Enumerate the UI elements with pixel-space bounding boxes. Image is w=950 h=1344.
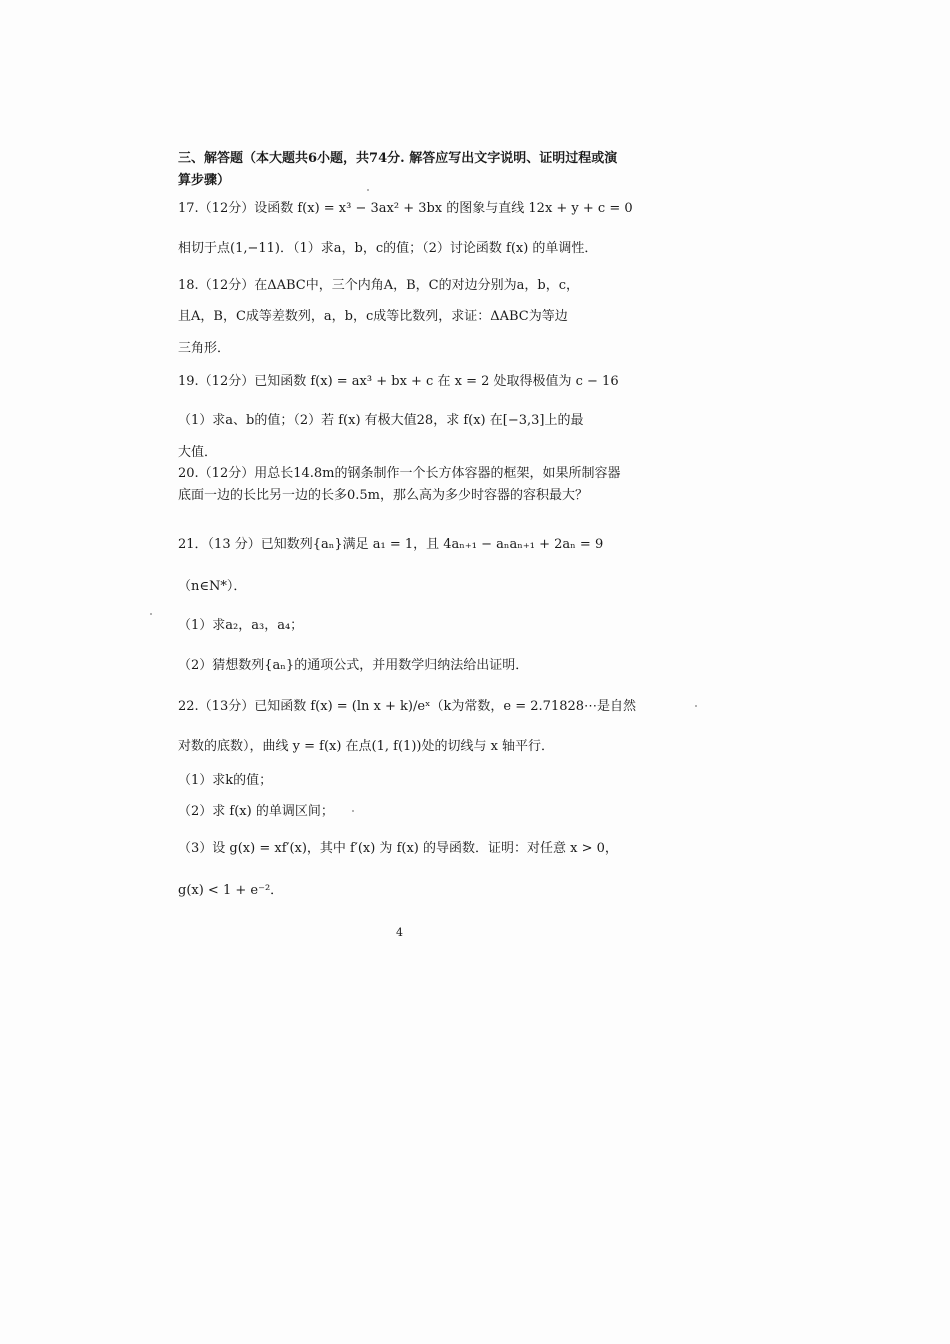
problem-17-line-1: 17.（12分）设函数 f(x) = x³ − 3ax² + 3bx 的图象与直线 12x + y + c = 0 bbox=[178, 201, 633, 216]
problem-19-line-3: 大值． bbox=[178, 445, 218, 460]
problem-21-line-2: （n∈N*）． bbox=[178, 579, 247, 594]
problem-19-line-2: （1）求a、b的值；（2）若 f(x) 有极大值28，求 f(x) 在[−3,3]上的最 bbox=[178, 413, 584, 428]
problem-19-line-1: 19.（12分）已知函数 f(x) = ax³ + bx + c 在 x = 2 处取得极值为 c − 16 bbox=[178, 374, 619, 389]
problem-21-line-1: 21．（13 分）已知数列{aₙ}满足 a₁ = 1，且 4aₙ₊₁ − aₙaₙ₊₁ + 2aₙ = 9 bbox=[178, 537, 604, 552]
section-heading: 三、解答题（本大题共6小题，共74分. 解答应写出文字说明、证明过程或演算步骤） bbox=[178, 151, 618, 188]
problem-17-line-2: 相切于点(1,−11)．（1）求a，b，c的值；（2）讨论函数 f(x) 的单调性． bbox=[178, 241, 598, 256]
page-number: 4 bbox=[396, 926, 403, 939]
problem-22-line-2: 对数的底数），曲线 y = f(x) 在点(1, f(1))处的切线与 x 轴平行． bbox=[178, 739, 555, 754]
problem-18-line-3: 三角形． bbox=[178, 341, 231, 356]
scan-speck bbox=[150, 613, 152, 615]
problem-21-line-4: （2）猜想数列{aₙ}的通项公式，并用数学归纳法给出证明． bbox=[178, 658, 529, 673]
scan-speck bbox=[695, 705, 697, 707]
problem-22-line-6: g(x) < 1 + e⁻²． bbox=[178, 883, 284, 898]
problem-18-line-2: 且A，B，C成等差数列，a，b，c成等比数列，求证：ΔABC为等边 bbox=[178, 309, 568, 324]
problem-22-line-1: 22.（13分）已知函数 f(x) = (ln x + k)/eˣ（k为常数，e = 2.71828⋯是自然 bbox=[178, 699, 637, 714]
scan-speck bbox=[352, 810, 354, 812]
problem-22-line-4: （2）求 f(x) 的单调区间； bbox=[178, 804, 334, 819]
problem-18-line-1: 18.（12分）在ΔABC中，三个内角A，B，C的对边分别为a，b，c， bbox=[178, 278, 579, 293]
problem-22-line-5: （3）设 g(x) = xf′(x)，其中 f′(x) 为 f(x) 的导函数．证明：对任意 x > 0， bbox=[178, 841, 618, 856]
problem-22-line-3: （1）求k的值； bbox=[178, 773, 273, 788]
scan-speck bbox=[367, 189, 369, 191]
problem-21-line-3: （1）求a₂，a₃，a₄； bbox=[178, 618, 304, 633]
problem-20-text: 20.（12分）用总长14.8m的钢条制作一个长方体容器的框架，如果所制容器底面一边的长比另一边的长多0.5m，那么高为多少时容器的容积最大？ bbox=[178, 466, 621, 503]
